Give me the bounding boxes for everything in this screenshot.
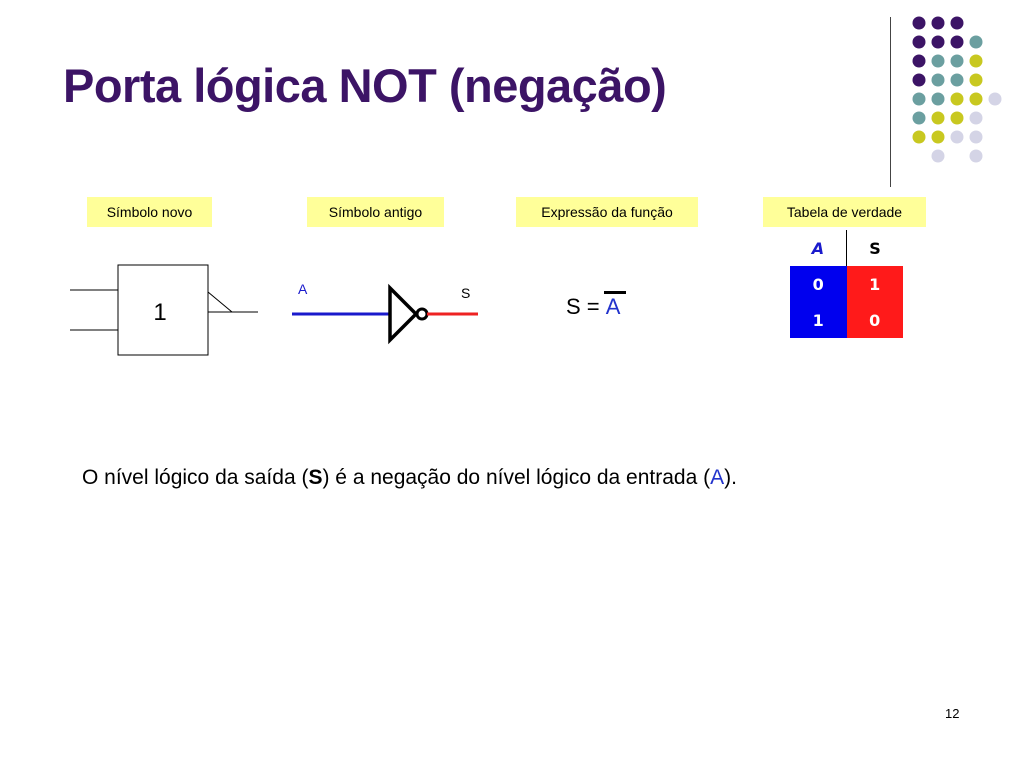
label-new-symbol: Símbolo novo [87, 197, 212, 227]
sentence-part-2: ) é a negação do nível lógico da entrada ( [322, 466, 711, 489]
dot-row-8 [932, 150, 983, 163]
gate-old-symbol [292, 281, 478, 340]
sentence-output-s: S [308, 466, 323, 489]
function-expression [566, 294, 620, 320]
page-number: 12 [945, 706, 960, 721]
gate-output-label: S [461, 285, 471, 301]
sentence-part-1: O nível lógico da saída ( [82, 466, 309, 489]
dot-row-6 [913, 112, 983, 125]
truth-table [790, 230, 903, 338]
dot-row-5 [913, 93, 1002, 106]
not-triangle [390, 288, 416, 340]
truth-table-row [790, 303, 903, 338]
gate-new-symbol [70, 265, 258, 355]
dot-row-3 [913, 55, 983, 68]
sentence-input-a: A [710, 466, 725, 489]
dot-row-4 [913, 74, 983, 87]
expression-lhs: S = [566, 294, 600, 319]
sentence-part-3: ). [724, 466, 737, 489]
truth-table-row [790, 266, 903, 303]
expression-rhs: A [605, 294, 621, 319]
gate-input-label: A [298, 281, 308, 297]
truth-table-header [790, 230, 903, 266]
label-old-symbol: Símbolo antigo [307, 197, 444, 227]
truth-cell-a: 0 [790, 266, 847, 303]
truth-header-a: A [790, 230, 847, 266]
not-gate-diagrams [0, 0, 520, 380]
label-expression: Expressão da função [516, 197, 698, 227]
truth-header-s: S [869, 238, 881, 258]
negation-bar [604, 291, 626, 294]
negation-wedge [208, 292, 232, 312]
gate-new-text: 1 [153, 299, 167, 326]
negation-bubble [417, 309, 427, 319]
dot-row-7 [913, 131, 983, 144]
dot-row-2 [913, 36, 983, 49]
label-truth-table: Tabela de verdade [763, 197, 926, 227]
truth-cell-a: 1 [790, 303, 847, 338]
dot-row-1 [913, 17, 964, 30]
truth-cell-s: 0 [847, 303, 904, 338]
slide-title: Porta lógica NOT (negação) [63, 59, 667, 112]
truth-cell-s: 1 [847, 266, 904, 303]
description-sentence [82, 466, 737, 490]
